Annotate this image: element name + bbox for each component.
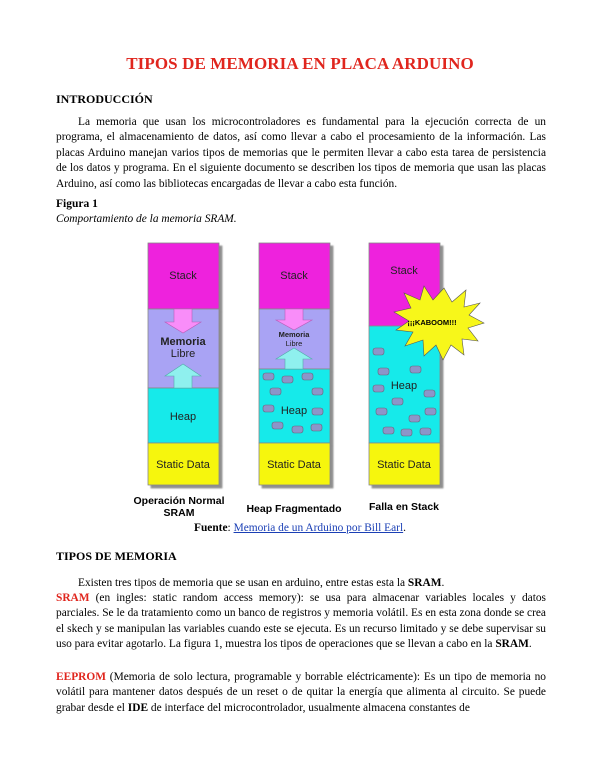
free-label-2: Libre — [170, 348, 196, 360]
source-label: Fuente — [194, 522, 228, 534]
eeprom-term: EEPROM — [56, 671, 106, 683]
figure-caption: Comportamiento de la memoria SRAM. — [56, 213, 237, 225]
types-intro: Existen tres tipos de memoria que se usan en arduino, entre estas esta la SRAM. — [78, 577, 445, 589]
heap-label: Heap — [280, 405, 308, 417]
types-intro-bold: SRAM — [407, 577, 442, 589]
intro-paragraph: La memoria que usan los microcontroladores es fundamental para la ejecución correcta de un programa, el almacenamiento de datos, así como llevar a cabo el procesamiento de la información. Las placas Arduino manejan varios tipos de memorias que le permiten llevar a cabo esta tarea de persistencia de los datos y programa. En el siguiente documento se describen los tipos de memoria que usan las placas Arduino, así como las bibliotecas encargadas de llevar a cabo esta función. — [56, 116, 546, 190]
heap-label: Heap — [390, 380, 418, 392]
sram-figure — [0, 230, 600, 530]
stack-label: Stack — [169, 270, 197, 282]
types-intro-text: Existen tres tipos de memoria que se usan en arduino, entre estas esta la — [78, 577, 408, 589]
sram-paragraph: SRAM (en ingles: static random access memory): se usa para almacenar variables locales y datos parciales. Se le da tratamiento como un banco de registros y memoria volátil. Es en esta zona donde se crea el skech y se manipulan las variables cuando este se ejecuta. Es un recurso limitado y se debe supervisar su uso para evitar agotarlo. La figura 1, muestra los tipos de operaciones que se llevan a cabo en la SRAM. — [56, 592, 546, 651]
sram-bold-end: SRAM — [495, 638, 529, 651]
caption-normal-1: Operación Normal — [133, 495, 225, 507]
caption-normal-2: SRAM — [163, 507, 195, 519]
free-label-1: Memoria — [160, 336, 206, 348]
intro-heading: INTRODUCCIÓN — [56, 92, 153, 106]
heap-label: Heap — [169, 411, 197, 423]
caption-fragmented: Heap Fragmentado — [246, 503, 342, 515]
static-label: Static Data — [156, 459, 210, 471]
eeprom-text-1: (Memoria de solo lectura, programable y borrable eléctricamente): Es un tipo de memoria no volátil para mantener datos después de un reset o de quitar la energía que alimenta al circuito. Se puede grabar desde el — [56, 671, 546, 714]
stack-label: Stack — [280, 270, 308, 282]
free-label-1: Memoria — [278, 330, 310, 339]
types-heading: TIPOS DE MEMORIA — [56, 549, 177, 563]
eeprom-bold-ide: IDE — [127, 701, 149, 714]
kaboom-label: ¡¡¡KABOOM!!! — [407, 318, 457, 327]
figure-label: Figura 1 — [56, 198, 98, 210]
column-stack-failure — [369, 243, 440, 485]
sram-term: SRAM — [56, 592, 90, 604]
static-label: Static Data — [377, 459, 431, 471]
figure-source: Fuente: Memoria de un Arduino por Bill Earl. — [194, 522, 406, 534]
document-title: TIPOS DE MEMORIA EN PLACA ARDUINO — [126, 54, 474, 73]
stack-label: Stack — [390, 265, 418, 277]
source-link[interactable]: Memoria de un Arduino por Bill Earl — [233, 522, 404, 534]
eeprom-text-2: de interface del microcontrolador, usualmente almacena constantes de — [148, 701, 470, 714]
caption-stack-failure: Falla en Stack — [368, 501, 440, 513]
sram-text: (en ingles: static random access memory): se usa para almacenar variables locales y datos parciales. Se le da tratamiento como un banco de registros y memoria volátil. Es en esta zona donde se crea el skech y se manipulan las variables cuando este se ejecuta. Es un recurso limitado y se debe supervisar su uso para evitar agotarlo. La figura 1, muestra los tipos de operaciones que se llevan a cabo en la — [56, 592, 546, 651]
static-label: Static Data — [267, 459, 321, 471]
free-label-2: Libre — [285, 339, 303, 348]
eeprom-paragraph — [56, 670, 546, 716]
